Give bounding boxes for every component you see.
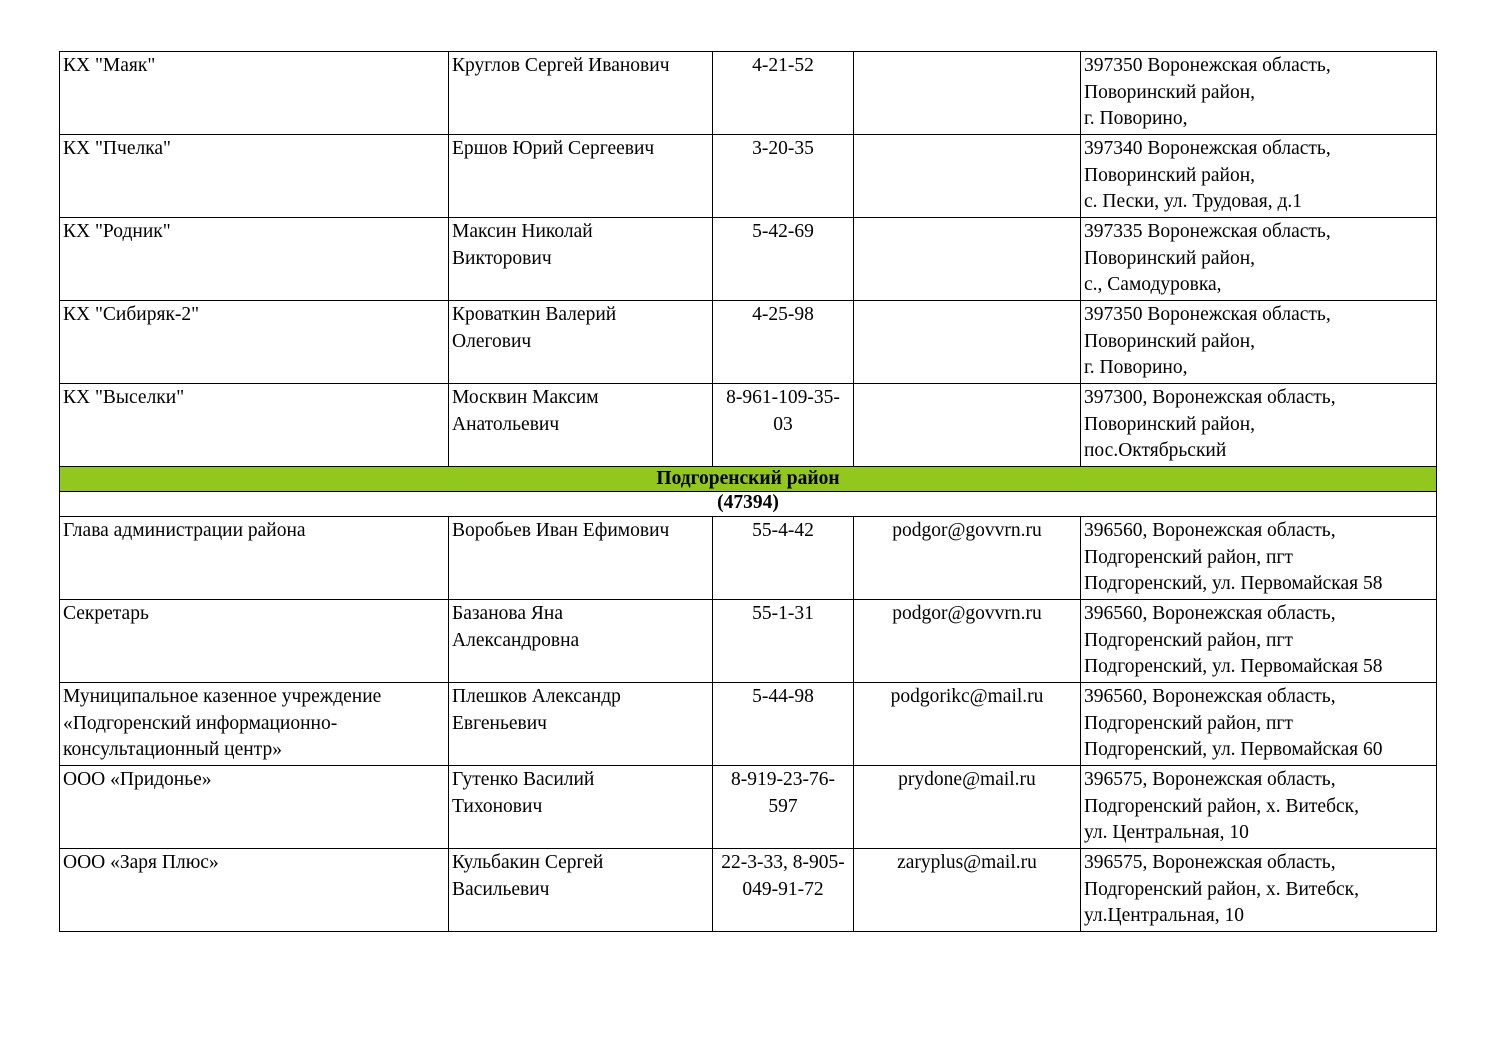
org-cell: КХ "Маяк" xyxy=(60,52,449,135)
table-row xyxy=(60,517,1437,600)
org-cell: КХ "Родник" xyxy=(60,218,449,301)
address-cell: 397340 Воронежская область, Поворинский район, с. Пески, ул. Трудовая, д.1 xyxy=(1081,135,1437,218)
district-header-row xyxy=(60,467,1437,492)
phone-cell: 3-20-35 xyxy=(713,135,854,218)
phone-cell: 5-44-98 xyxy=(713,683,854,766)
phone-cell: 55-4-42 xyxy=(713,517,854,600)
email-cell: podgor@govvrn.ru xyxy=(854,517,1081,600)
district-phone-code: (47394) xyxy=(60,492,1437,517)
org-cell: ООО «Придонье» xyxy=(60,766,449,849)
address-cell: 397335 Воронежская область, Поворинский район, с., Самодуровка, xyxy=(1081,218,1437,301)
person-cell: Круглов Сергей Иванович xyxy=(449,52,713,135)
org-cell: КХ "Пчелка" xyxy=(60,135,449,218)
email-cell: podgor@govvrn.ru xyxy=(854,600,1081,683)
org-cell: Муниципальное казенное учреждение «Подгоренский информационно- консультационный центр» xyxy=(60,683,449,766)
email-cell xyxy=(854,384,1081,467)
table-row xyxy=(60,52,1437,135)
phone-cell: 4-21-52 xyxy=(713,52,854,135)
phone-cell: 55-1-31 xyxy=(713,600,854,683)
email-cell: prydone@mail.ru xyxy=(854,766,1081,849)
email-cell xyxy=(854,218,1081,301)
address-cell: 396575, Воронежская область, Подгоренский район, х. Витебск, ул. Центральная, 10 xyxy=(1081,766,1437,849)
phone-cell: 5-42-69 xyxy=(713,218,854,301)
address-cell: 397300, Воронежская область, Поворинский район, пос.Октябрьский xyxy=(1081,384,1437,467)
district-name: Подгоренский район xyxy=(60,467,1437,492)
person-cell: Гутенко Василий Тихонович xyxy=(449,766,713,849)
district-code-row xyxy=(60,492,1437,517)
table-row xyxy=(60,683,1437,766)
person-cell: Кроваткин Валерий Олегович xyxy=(449,301,713,384)
directory-table xyxy=(59,51,1437,932)
phone-cell: 8-961-109-35- 03 xyxy=(713,384,854,467)
table-row xyxy=(60,135,1437,218)
org-cell: Глава администрации района xyxy=(60,517,449,600)
phone-cell: 22-3-33, 8-905- 049-91-72 xyxy=(713,849,854,932)
person-cell: Воробьев Иван Ефимович xyxy=(449,517,713,600)
email-cell xyxy=(854,52,1081,135)
address-cell: 396560, Воронежская область, Подгоренский район, пгт Подгоренский, ул. Первомайская 60 xyxy=(1081,683,1437,766)
person-cell: Базанова Яна Александровна xyxy=(449,600,713,683)
table-row xyxy=(60,384,1437,467)
phone-cell: 8-919-23-76- 597 xyxy=(713,766,854,849)
table-row xyxy=(60,849,1437,932)
person-cell: Плешков Александр Евгеньевич xyxy=(449,683,713,766)
person-cell: Кульбакин Сергей Васильевич xyxy=(449,849,713,932)
email-cell: podgorikc@mail.ru xyxy=(854,683,1081,766)
org-cell: КХ "Выселки" xyxy=(60,384,449,467)
email-cell: zaryplus@mail.ru xyxy=(854,849,1081,932)
address-cell: 396560, Воронежская область, Подгоренский район, пгт Подгоренский, ул. Первомайская 58 xyxy=(1081,517,1437,600)
address-cell: 396560, Воронежская область, Подгоренский район, пгт Подгоренский, ул. Первомайская 58 xyxy=(1081,600,1437,683)
person-cell: Москвин Максим Анатольевич xyxy=(449,384,713,467)
table-row xyxy=(60,600,1437,683)
org-cell: ООО «Заря Плюс» xyxy=(60,849,449,932)
phone-cell: 4-25-98 xyxy=(713,301,854,384)
address-cell: 397350 Воронежская область, Поворинский район, г. Поворино, xyxy=(1081,301,1437,384)
person-cell: Ершов Юрий Сергеевич xyxy=(449,135,713,218)
email-cell xyxy=(854,301,1081,384)
table-row xyxy=(60,301,1437,384)
org-cell: КХ "Сибиряк-2" xyxy=(60,301,449,384)
email-cell xyxy=(854,135,1081,218)
person-cell: Максин Николай Викторович xyxy=(449,218,713,301)
table-row xyxy=(60,218,1437,301)
org-cell: Секретарь xyxy=(60,600,449,683)
address-cell: 397350 Воронежская область, Поворинский район, г. Поворино, xyxy=(1081,52,1437,135)
table-row xyxy=(60,766,1437,849)
address-cell: 396575, Воронежская область, Подгоренский район, х. Витебск, ул.Центральная, 10 xyxy=(1081,849,1437,932)
